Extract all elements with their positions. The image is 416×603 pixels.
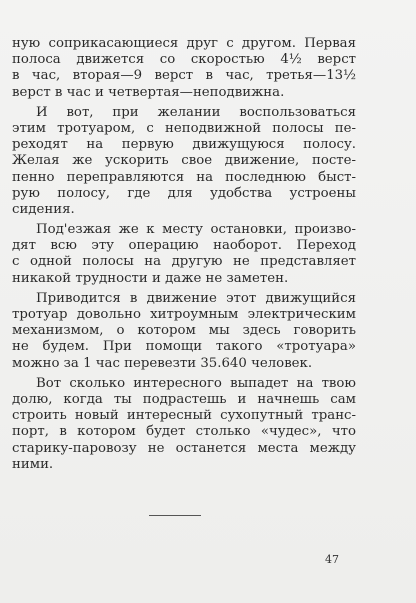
text-line: строить новый интересный сухопутный транс- (12, 408, 356, 424)
text-line: с одной полосы на другую не представляет (12, 254, 356, 270)
paragraph-5 (12, 376, 356, 473)
text-line: старику-паровозу не останется места между (12, 440, 356, 456)
text-line: порт, в котором будет столько «чудес», что (12, 424, 356, 440)
text-line: дят всю эту операцию наоборот. Переход (12, 238, 356, 254)
body-text (12, 36, 356, 473)
text-line: ними. (12, 456, 54, 472)
paragraph-3 (12, 222, 356, 287)
paragraph-2 (12, 105, 356, 218)
text-line: полоса движется со скоростью 4½ верст (12, 52, 356, 68)
text-line: рую полосу, где для удобства устроены (12, 185, 356, 201)
paragraph-4 (12, 291, 356, 372)
text-line: пенно переправляются на последнюю быст- (12, 169, 356, 185)
text-line: никакой трудности и даже не заметен. (12, 270, 289, 286)
text-line: реходят на первую движущуюся полосу. (12, 137, 356, 153)
text-line: механизмом, о котором мы здесь говорить (12, 323, 356, 339)
text-line: долю, когда ты подрастешь и начнешь сам (12, 391, 356, 407)
text-line: Приводится в движение этот движущийся (36, 290, 356, 306)
text-line: этим тротуаром, с неподвижной полосы пе- (12, 120, 356, 136)
paragraph-1 (12, 36, 356, 101)
text-line: ную соприкасающиеся друг с другом. Первая (12, 36, 356, 51)
text-line: сидения. (12, 201, 75, 217)
text-line: тротуар довольно хитроумным электрическим (12, 307, 356, 322)
text-line: в час, вторая—9 верст в час, третья—13½ (12, 68, 356, 84)
page-number: 47 (325, 553, 339, 566)
text-line: Вот сколько интересного выпадет на твою (36, 375, 356, 391)
text-line: верст в час и четвертая—неподвижна. (12, 84, 285, 100)
section-divider (149, 515, 201, 516)
text-line: Под'езжая же к месту остановки, произво- (36, 222, 356, 238)
text-line: И вот, при желании воспользоваться (36, 104, 356, 120)
text-line: не будем. При помощи такого «тротуара» (12, 339, 356, 355)
text-line: Желая же ускорить свое движение, посте- (12, 153, 356, 169)
text-line: можно за 1 час перевезти 35.640 человек. (12, 355, 313, 371)
